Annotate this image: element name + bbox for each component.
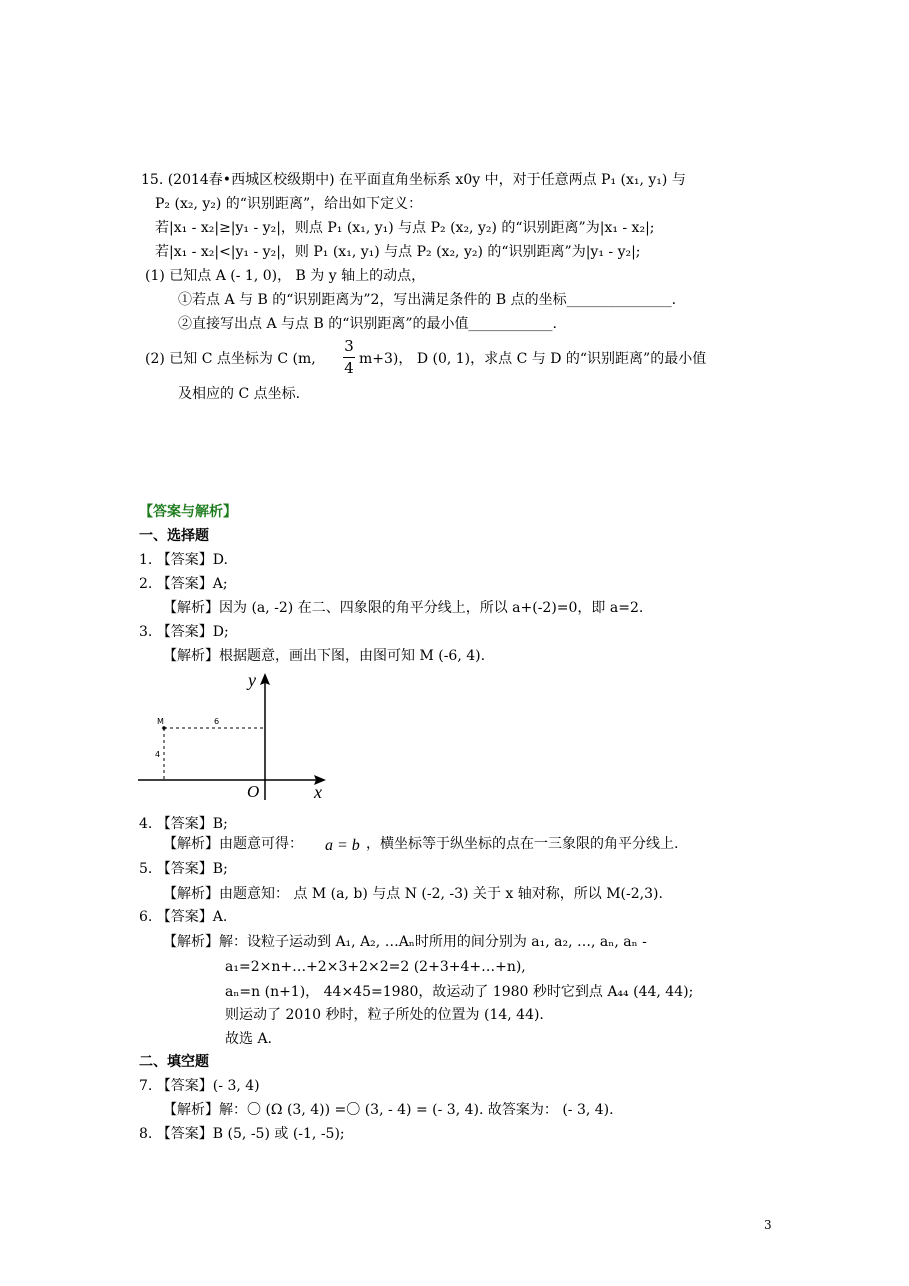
answer-3-explanation: 【解析】根据题意，画出下图，由图可知 M (-6, 4).: [163, 648, 486, 664]
answer-6-explanation-4: 则运动了 2010 秒时，粒子所处的位置为 (14, 44).: [225, 1007, 544, 1023]
answer-5: 5. 【答案】B;: [139, 861, 228, 877]
x-axis-label: x: [314, 782, 322, 802]
answer-7-explanation: 【解析】解：〇 (Ω (3, 4)) =〇 (3, - 4) = (- 3, 4). 故答案为： (- 3, 4).: [163, 1102, 614, 1118]
q15-line4: 若|x₁ - x₂|<|y₁ - y₂|，则 P₁ (x₁, y₁) 与点 P₂ (x₂, y₂) 的“识别距离”为|y₁ - y₂|;: [155, 244, 641, 260]
coordinate-figure: [130, 665, 340, 805]
fraction-denominator: 4: [344, 359, 354, 377]
point-m-label: M: [157, 717, 164, 726]
origin-label: O: [247, 782, 260, 801]
answer-7: 7. 【答案】(- 3, 4): [139, 1078, 260, 1094]
page-number: 3: [764, 1218, 772, 1232]
answer-2-explanation: 【解析】因为 (a, -2) 在二、四象限的角平分线上，所以 a+(-2)=0，即 a=2.: [163, 600, 644, 616]
section-fill-title: 二、填空题: [139, 1054, 209, 1070]
answer-6-explanation-2: a₁=2×n+…+2×3+2×2=2 (2+3+4+…+n),: [225, 959, 526, 975]
point-m: [162, 726, 166, 730]
answer-8: 8. 【答案】B (5, -5) 或 (-1, -5);: [139, 1126, 345, 1142]
answer-6-explanation-5: 故选 A.: [225, 1031, 273, 1047]
horizontal-distance-label: 6: [214, 717, 220, 726]
answer-2: 2. 【答案】A;: [139, 576, 228, 592]
section-choice-title: 一、选择题: [139, 528, 209, 544]
answer-4-explanation-a: 【解析】由题意可得：: [163, 836, 303, 852]
answer-6-explanation-1: 【解析】解：设粒子运动到 A₁, A₂, …Aₙ时所用的间分别为 a₁, a₂, …, aₙ, aₙ -: [163, 934, 647, 950]
answer-3: 3. 【答案】D;: [139, 624, 229, 640]
answer-4-explanation-b: ，横坐标等于纵坐标的点在一三象限的角平分线上.: [366, 836, 679, 852]
fraction-bar: [343, 357, 355, 358]
vertical-distance-label: 4: [155, 750, 161, 759]
q15-part2-a: (2) 已知 C 点坐标为 C (m,: [145, 351, 316, 367]
answer-1: 1. 【答案】D.: [139, 552, 228, 568]
q15-part2-c: 及相应的 C 点坐标.: [178, 386, 301, 402]
q15-line3: 若|x₁ - x₂|≥|y₁ - y₂|，则点 P₁ (x₁, y₁) 与点 P₂ (x₂, y₂) 的“识别距离”为|x₁ - x₂|;: [155, 220, 655, 236]
answer-5-explanation: 【解析】由题意知： 点 M (a, b) 与点 N (-2, -3) 关于 x 轴对称，所以 M(-2,3).: [163, 886, 663, 902]
q15-part2-b: m+3)， D (0, 1)，求点 C 与 D 的“识别距离”的最小值: [359, 351, 707, 367]
answer-6-explanation-3: aₙ=n (n+1)， 44×45=1980，故运动了 1980 秒时它到点 A₄₄ (44, 44);: [225, 984, 694, 1000]
answer-4-math: a = b: [325, 837, 360, 854]
q15-part1-sub1: ①若点 A 与 B 的“识别距离为”2，写出满足条件的 B 点的坐标_______________.: [178, 292, 677, 308]
fraction-numerator: 3: [344, 337, 354, 355]
q15-part1-sub2: ②直接写出点 A 与点 B 的“识别距离”的最小值____________.: [178, 316, 557, 332]
q15-line1: 15. (2014春•西城区校级期中) 在平面直角坐标系 x0y 中，对于任意两点 P₁ (x₁, y₁) 与: [141, 172, 686, 188]
q15-part1: (1) 已知点 A (- 1, 0)， B 为 y 轴上的动点，: [145, 268, 426, 284]
q15-line2: P₂ (x₂, y₂) 的“识别距离”，给出如下定义：: [155, 196, 423, 212]
answers-header: 【答案与解析】: [139, 504, 237, 520]
y-axis-label: y: [248, 670, 256, 690]
answer-4: 4. 【答案】B;: [139, 816, 228, 832]
answer-6: 6. 【答案】A.: [139, 909, 228, 925]
